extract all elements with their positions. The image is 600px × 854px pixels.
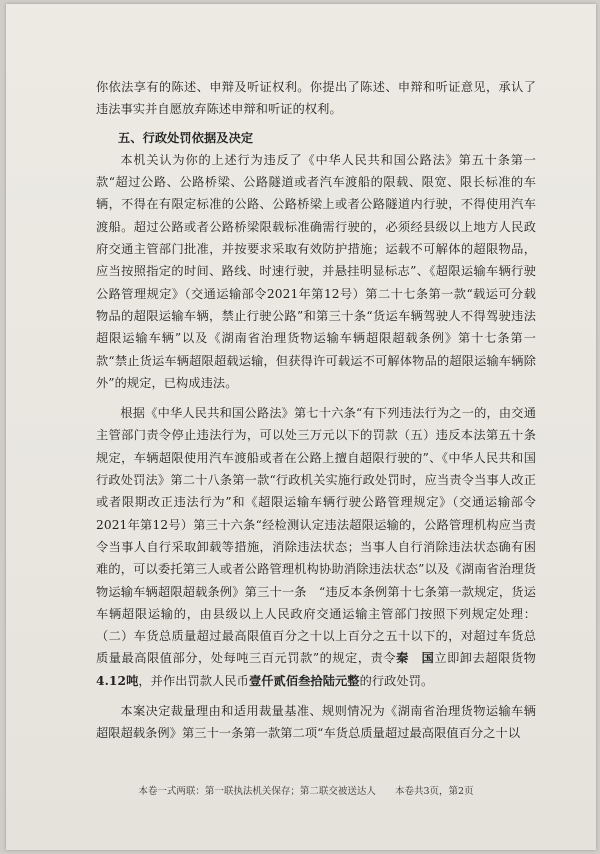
- section-heading: 五、行政处罚依据及决定: [118, 130, 254, 145]
- penalty-text-mid2: ，并作出罚款人民币: [138, 673, 249, 688]
- document-body: [96, 76, 536, 745]
- paragraph-rights: 你依法享有的陈述、申辩及听证权利。你提出了陈述、申辩和听证意见，承认了违法事实并自愿放弃陈述申辩和听证的权利。: [96, 80, 536, 117]
- document-page: [6, 4, 596, 850]
- penalty-basis-text: 根据《中华人民共和国公路法》第七十六条“有下列违法行为之一的，由交通主管部门责令停止违法行为，可以处三万元以下的罚款（五）违反本法第五十条规定，车辆超限使用汽车渡船或者在公路上擅自超限行驶的”、《中华人民共和国行政处罚法》第二十八条第一款“行政机关实施行政处罚时，应当责令当事人改正或者限期改正违法行为”和《超限运输车辆行驶公路管理规定》（交通运输部令2021年第12号）第三十六条“经检测认定违法超限运输的，公路管理机构应当责令当事人自行采取卸载等措施，消除违法状态；当事人自行消除违法状态确有困难的，可以委托第三人或者公路管理机构协助消除违法状态”以及《湖南省治理货物运输车辆超限超载条例》第三十一条 “违反本条例第十七条第一款规定，货运车辆超限运输的，由县级以上人民政府交通运输主管部门按照下列规定处理：（二）车货总质量超过最高限值百分之十以上百分之五十以下的，对超过车货总质量最高限值部分，处每吨三百元罚款”的规定，责令: [96, 406, 536, 666]
- page-footer: [6, 783, 600, 797]
- penalty-text-mid: 立即卸去超限货物: [434, 651, 536, 666]
- paragraph-penalty-basis: [96, 402, 536, 692]
- copies-note: 本卷一式两联：第一联执法机关保存；第二联交被送达人: [138, 786, 376, 797]
- party-name: 秦 国: [396, 651, 435, 666]
- paragraph-discretion: 本案决定裁量理由和适用裁量基准、规则情况为《湖南省治理货物运输车辆超限超载条例》第三十一条第一款第二项“车货总质量超过最高限值百分之十以: [96, 704, 536, 741]
- unload-tonnage: 4.12吨: [96, 673, 139, 688]
- page-number: 本卷共3页，第2页: [394, 786, 474, 797]
- paragraph-violation: 本机关认为你的上述行为违反了《中华人民共和国公路法》第五十条第一款“超过公路、公路桥梁、公路隧道或者汽车渡船的限载、限宽、限长标准的车辆，不得在有限定标准的公路、公路桥梁上或者公路隧道内行驶，不得使用汽车渡船。超过公路或者公路桥梁限载标准确需行驶的，必须经县级以上地方人民政府交通主管部门批准，并按要求采取有效防护措施；运载不可解体的超限物品，应当按照指定的时间、路线、时速行驶，并悬挂明显标志”、《超限运输车辆行驶公路管理规定》（交通运输部令2021年第12号）第二十七条第一款“载运可分载物品的超限运输车辆，禁止行驶公路”和第三十条“货运车辆驾驶人不得驾驶违法超限运输车辆”以及《湖南省治理货物运输车辆超限超载条例》第十七条第一款“禁止货运车辆超限超载运输，但获得许可载运不可解体物品的超限运输车辆除外”的规定，已构成违法。: [96, 152, 536, 390]
- penalty-text-end: 的行政处罚。: [359, 673, 434, 688]
- fine-amount: 壹仟贰佰叁拾陆元整: [248, 673, 360, 688]
